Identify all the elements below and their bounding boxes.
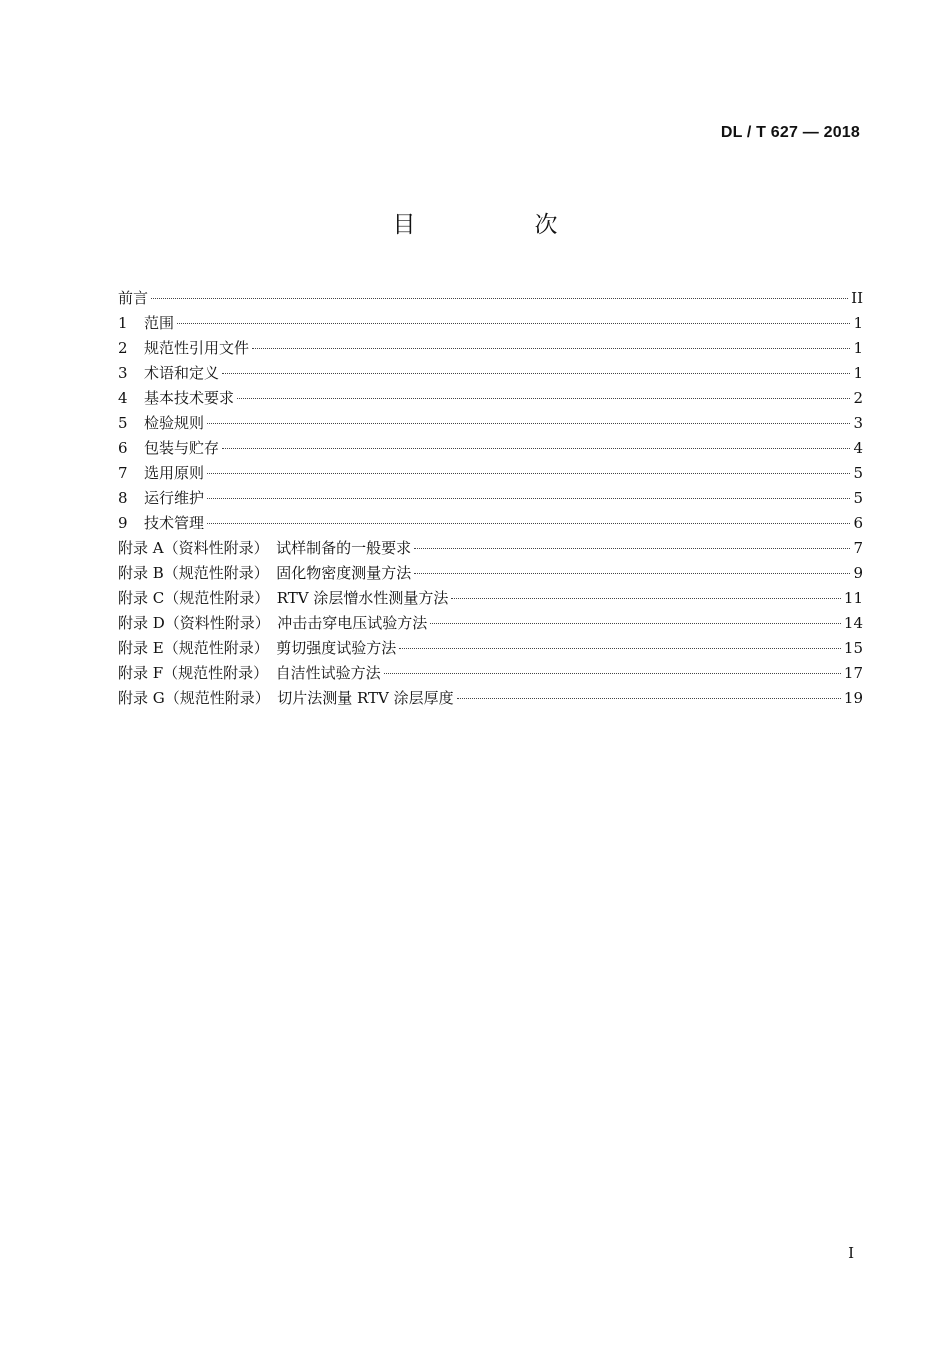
toc-entry-number: 4	[118, 389, 128, 407]
toc-entry-title: 技术管理	[144, 514, 205, 532]
toc-entry-title: 范围	[144, 314, 175, 332]
toc-entry[interactable]	[118, 461, 863, 486]
toc-entry-title: 附录 C（规范性附录） RTV 涂层憎水性测量方法	[118, 589, 449, 607]
toc-leader-dots	[151, 298, 848, 299]
toc-entry-title: 包装与贮存	[144, 439, 220, 457]
toc-leader-dots	[207, 423, 850, 424]
toc-leader-dots	[399, 648, 841, 649]
toc-leader-dots	[222, 448, 850, 449]
page-number: I	[848, 1244, 854, 1262]
toc-entry[interactable]	[118, 661, 863, 686]
toc-entry-title: 运行维护	[144, 489, 205, 507]
toc-entry-title: 前言	[118, 289, 149, 307]
toc-entry-title: 选用原则	[144, 464, 205, 482]
toc-entry-number: 9	[118, 514, 128, 532]
table-of-contents	[118, 286, 863, 711]
toc-entry-title: 附录 A（资料性附录） 试样制备的一般要求	[118, 539, 412, 557]
toc-entry[interactable]	[118, 286, 863, 311]
toc-entry[interactable]	[118, 336, 863, 361]
toc-entry[interactable]	[118, 611, 863, 636]
toc-entry[interactable]	[118, 536, 863, 561]
toc-entry-page: 5	[853, 489, 863, 507]
toc-entry-page: 19	[843, 689, 863, 707]
toc-entry[interactable]	[118, 586, 863, 611]
toc-leader-dots	[430, 623, 841, 624]
toc-entry[interactable]	[118, 311, 863, 336]
toc-entry-title: 附录 E（规范性附录） 剪切强度试验方法	[118, 639, 397, 657]
toc-leader-dots	[222, 373, 850, 374]
toc-entry[interactable]	[118, 511, 863, 536]
toc-entry-number: 3	[118, 364, 128, 382]
toc-entry[interactable]	[118, 561, 863, 586]
toc-entry[interactable]	[118, 436, 863, 461]
toc-entry-number: 8	[118, 489, 128, 507]
toc-entry-title: 检验规则	[144, 414, 205, 432]
toc-entry-page: 3	[853, 414, 863, 432]
toc-leader-dots	[207, 523, 850, 524]
toc-entry-page: 6	[853, 514, 863, 532]
toc-entry[interactable]	[118, 486, 863, 511]
toc-leader-dots	[384, 673, 841, 674]
toc-entry-page: 17	[843, 664, 863, 682]
toc-entry[interactable]	[118, 411, 863, 436]
toc-entry-page: 1	[853, 314, 863, 332]
toc-leader-dots	[207, 498, 850, 499]
toc-leader-dots	[177, 323, 850, 324]
toc-entry-title: 规范性引用文件	[144, 339, 250, 357]
toc-entry-page: 14	[843, 614, 863, 632]
toc-entry[interactable]	[118, 636, 863, 661]
toc-entry-page: II	[851, 289, 863, 307]
toc-entry-number: 6	[118, 439, 128, 457]
toc-entry-page: 4	[853, 439, 863, 457]
toc-entry-title: 附录 G（规范性附录） 切片法测量 RTV 涂层厚度	[118, 689, 454, 707]
toc-entry-page: 11	[843, 589, 863, 607]
toc-leader-dots	[252, 348, 850, 349]
toc-entry[interactable]	[118, 686, 863, 711]
toc-leader-dots	[414, 573, 850, 574]
toc-entry-page: 7	[853, 539, 863, 557]
toc-entry-number: 7	[118, 464, 128, 482]
toc-entry-title: 附录 B（规范性附录） 固化物密度测量方法	[118, 564, 412, 582]
toc-leader-dots	[237, 398, 850, 399]
toc-leader-dots	[414, 548, 850, 549]
toc-entry-number: 5	[118, 414, 128, 432]
toc-leader-dots	[207, 473, 850, 474]
toc-entry-page: 15	[843, 639, 863, 657]
toc-entry-page: 9	[853, 564, 863, 582]
toc-entry-page: 2	[853, 389, 863, 407]
toc-entry-title: 术语和定义	[144, 364, 220, 382]
toc-entry[interactable]	[118, 361, 863, 386]
toc-leader-dots	[457, 698, 841, 699]
toc-entry-title: 附录 F（规范性附录） 自洁性试验方法	[118, 664, 381, 682]
toc-entry-number: 1	[118, 314, 128, 332]
toc-leader-dots	[451, 598, 841, 599]
standard-code: DL / T 627 — 2018	[720, 124, 860, 141]
toc-entry-page: 1	[853, 339, 863, 357]
toc-entry-page: 1	[853, 364, 863, 382]
page-title: 目 次	[392, 212, 606, 238]
toc-entry-title: 附录 D（资料性附录） 冲击击穿电压试验方法	[118, 614, 428, 632]
toc-entry-number: 2	[118, 339, 128, 357]
toc-entry-title: 基本技术要求	[144, 389, 235, 407]
toc-entry[interactable]	[118, 386, 863, 411]
toc-entry-page: 5	[853, 464, 863, 482]
